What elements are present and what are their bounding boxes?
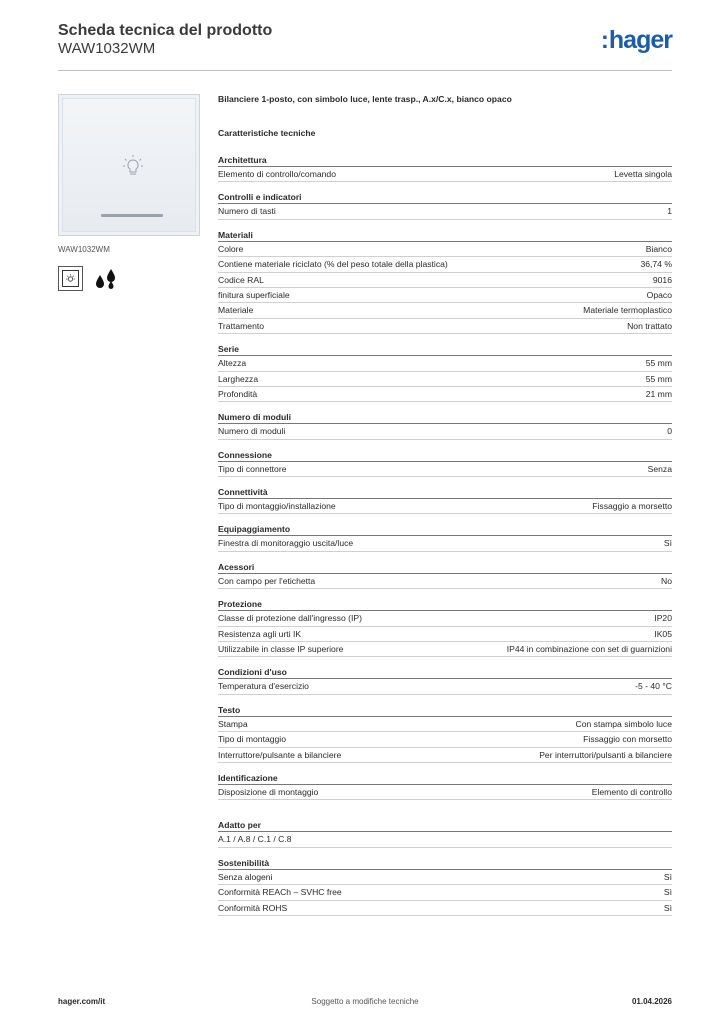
spec-row — [218, 387, 672, 402]
logo-colon: : — [600, 27, 608, 54]
section-heading: Protezione — [218, 599, 672, 611]
spec-label: Finestra di monitoraggio uscita/luce — [218, 538, 354, 549]
spec-value: 21 mm — [645, 388, 672, 399]
spec-row — [218, 732, 672, 747]
spec-value: Con stampa simbolo luce — [575, 718, 672, 729]
spec-row — [218, 832, 672, 847]
spec-label: Altezza — [218, 358, 247, 369]
section-heading: Controlli e indicatori — [218, 192, 672, 204]
section-heading: Testo — [218, 705, 672, 717]
spec-row — [218, 257, 672, 272]
spec-row — [218, 870, 672, 885]
section-heading: Condizioni d'uso — [218, 667, 672, 679]
spec-value: Sì — [663, 871, 672, 882]
section-heading: Connettività — [218, 487, 672, 499]
product-code: WAW1032WM — [58, 40, 156, 57]
spec-value: Sì — [663, 887, 672, 898]
spec-value: IP44 in combinazione con set di guarnizioni — [506, 644, 672, 655]
spec-label: Utilizzabile in classe IP superiore — [218, 644, 344, 655]
spec-row — [218, 679, 672, 694]
spec-value: Sì — [663, 902, 672, 913]
spec-label: Numero di moduli — [218, 426, 286, 437]
footer-note: Soggetto a modifiche tecniche — [311, 997, 419, 1006]
spec-row — [218, 885, 672, 900]
footer-website: hager.com/it — [58, 997, 106, 1006]
section-heading: Adatto per — [218, 820, 672, 832]
spec-label: Stampa — [218, 718, 248, 729]
spec-section — [218, 230, 672, 334]
specifications-panel — [218, 94, 672, 926]
spec-row — [218, 462, 672, 477]
spec-value: 55 mm — [645, 358, 672, 369]
spec-value: 9016 — [652, 274, 672, 285]
spec-row — [218, 372, 672, 387]
spec-section — [218, 450, 672, 477]
spec-section — [218, 773, 672, 800]
spec-row — [218, 748, 672, 763]
spec-label: Trattamento — [218, 320, 265, 331]
spec-value: Elemento di controllo — [591, 786, 672, 797]
spec-section — [218, 858, 672, 916]
spec-label: Interruttore/pulsante a bilanciere — [218, 749, 342, 760]
spec-value: 55 mm — [645, 373, 672, 384]
section-heading: Numero di moduli — [218, 412, 672, 424]
spec-value: Fissaggio a morsetto — [592, 501, 672, 512]
spec-row — [218, 499, 672, 514]
spec-sections — [218, 155, 672, 916]
spec-value: Non trattato — [627, 320, 672, 331]
spec-label: Profondità — [218, 388, 258, 399]
spec-value: Per interruttori/pulsanti a bilanciere — [539, 749, 672, 760]
spec-value: Sì — [663, 538, 672, 549]
spec-row — [218, 642, 672, 657]
section-heading: Materiali — [218, 230, 672, 242]
spec-label: Disposizione di montaggio — [218, 786, 319, 797]
spec-label: Resistenza agli urti IK — [218, 628, 302, 639]
spec-value: IK05 — [654, 628, 672, 639]
spec-value: -5 - 40 °C — [635, 681, 672, 692]
spec-label: Contiene materiale riciclato (% del peso totale della plastica) — [218, 259, 448, 270]
spec-section — [218, 192, 672, 219]
spec-section — [218, 524, 672, 551]
spec-section — [218, 562, 672, 589]
spec-label: Tipo di montaggio — [218, 734, 286, 745]
spec-value: 0 — [667, 426, 672, 437]
spec-label: Conformità REACh – SVHC free — [218, 887, 342, 898]
spec-label: Temperatura d'esercizio — [218, 681, 309, 692]
light-bulb-symbol-icon — [58, 266, 83, 291]
spec-value: Bianco — [645, 243, 672, 254]
footer-date: 01.04.2026 — [631, 997, 672, 1006]
spec-label: Larghezza — [218, 373, 259, 384]
spec-label: Tipo di connettore — [218, 463, 287, 474]
section-heading: Sostenibilità — [218, 858, 672, 870]
spec-section — [218, 487, 672, 514]
spec-value: Opaco — [646, 289, 672, 300]
page-header — [58, 20, 672, 71]
product-description: Bilanciere 1-posto, con simbolo luce, lente trasp., A.x/C.x, bianco opaco — [218, 94, 512, 104]
spec-row — [218, 611, 672, 626]
water-drops-icon — [93, 266, 119, 292]
spec-section — [218, 599, 672, 657]
spec-row — [218, 288, 672, 303]
logo-text: hager — [608, 26, 672, 54]
spec-value: IP20 — [654, 613, 672, 624]
spec-label: Numero di tasti — [218, 206, 276, 217]
section-heading: Architettura — [218, 155, 672, 167]
spec-section — [218, 705, 672, 763]
spec-row — [218, 785, 672, 800]
section-heading: Identificazione — [218, 773, 672, 785]
spec-value: Fissaggio con morsetto — [583, 734, 672, 745]
spec-label: Conformità ROHS — [218, 902, 288, 913]
section-heading: Serie — [218, 344, 672, 356]
photo-caption: WAW1032WM — [58, 245, 110, 254]
spec-row — [218, 319, 672, 334]
section-heading: Acessori — [218, 562, 672, 574]
spec-row — [218, 717, 672, 732]
product-image-panel — [58, 94, 202, 292]
spec-row — [218, 901, 672, 916]
spec-value: No — [661, 575, 672, 586]
light-bulb-icon — [120, 154, 146, 180]
spec-label: Con campo per l'etichetta — [218, 575, 316, 586]
spec-row — [218, 167, 672, 182]
spec-value: 1 — [667, 206, 672, 217]
spec-label: Materiale — [218, 305, 254, 316]
spec-label: Elemento di controllo/comando — [218, 169, 336, 179]
spec-label: Senza alogeni — [218, 871, 273, 882]
spec-row — [218, 574, 672, 589]
indicator-lens — [101, 214, 163, 217]
spec-value: Materiale termoplastico — [583, 305, 672, 316]
spec-label: finitura superficiale — [218, 289, 290, 300]
spec-label: A.1 / A.8 / C.1 / C.8 — [218, 834, 292, 845]
spec-row — [218, 424, 672, 439]
spec-section — [218, 820, 672, 847]
spec-row — [218, 242, 672, 257]
spec-row — [218, 204, 672, 219]
spec-value: Senza — [647, 463, 672, 474]
hager-logo — [601, 26, 672, 55]
spec-value: 36,74 % — [640, 259, 672, 270]
spec-row — [218, 536, 672, 551]
spec-label: Classe di protezione dall'ingresso (IP) — [218, 613, 362, 624]
spec-row — [218, 273, 672, 288]
spec-section — [218, 412, 672, 439]
spec-row — [218, 627, 672, 642]
spec-label: Tipo di montaggio/installazione — [218, 501, 336, 512]
spec-label: Codice RAL — [218, 274, 264, 285]
section-heading: Equipaggiamento — [218, 524, 672, 536]
product-photo — [58, 94, 200, 236]
characteristics-title: Caratteristiche tecniche — [218, 128, 316, 138]
spec-section — [218, 344, 672, 402]
spec-label: Colore — [218, 243, 244, 254]
spec-row — [218, 356, 672, 371]
spec-value: Levetta singola — [614, 169, 672, 179]
document-title: Scheda tecnica del prodotto — [58, 22, 273, 39]
spec-section — [218, 667, 672, 694]
section-heading: Connessione — [218, 450, 672, 462]
spec-section — [218, 155, 672, 182]
spec-row — [218, 303, 672, 318]
